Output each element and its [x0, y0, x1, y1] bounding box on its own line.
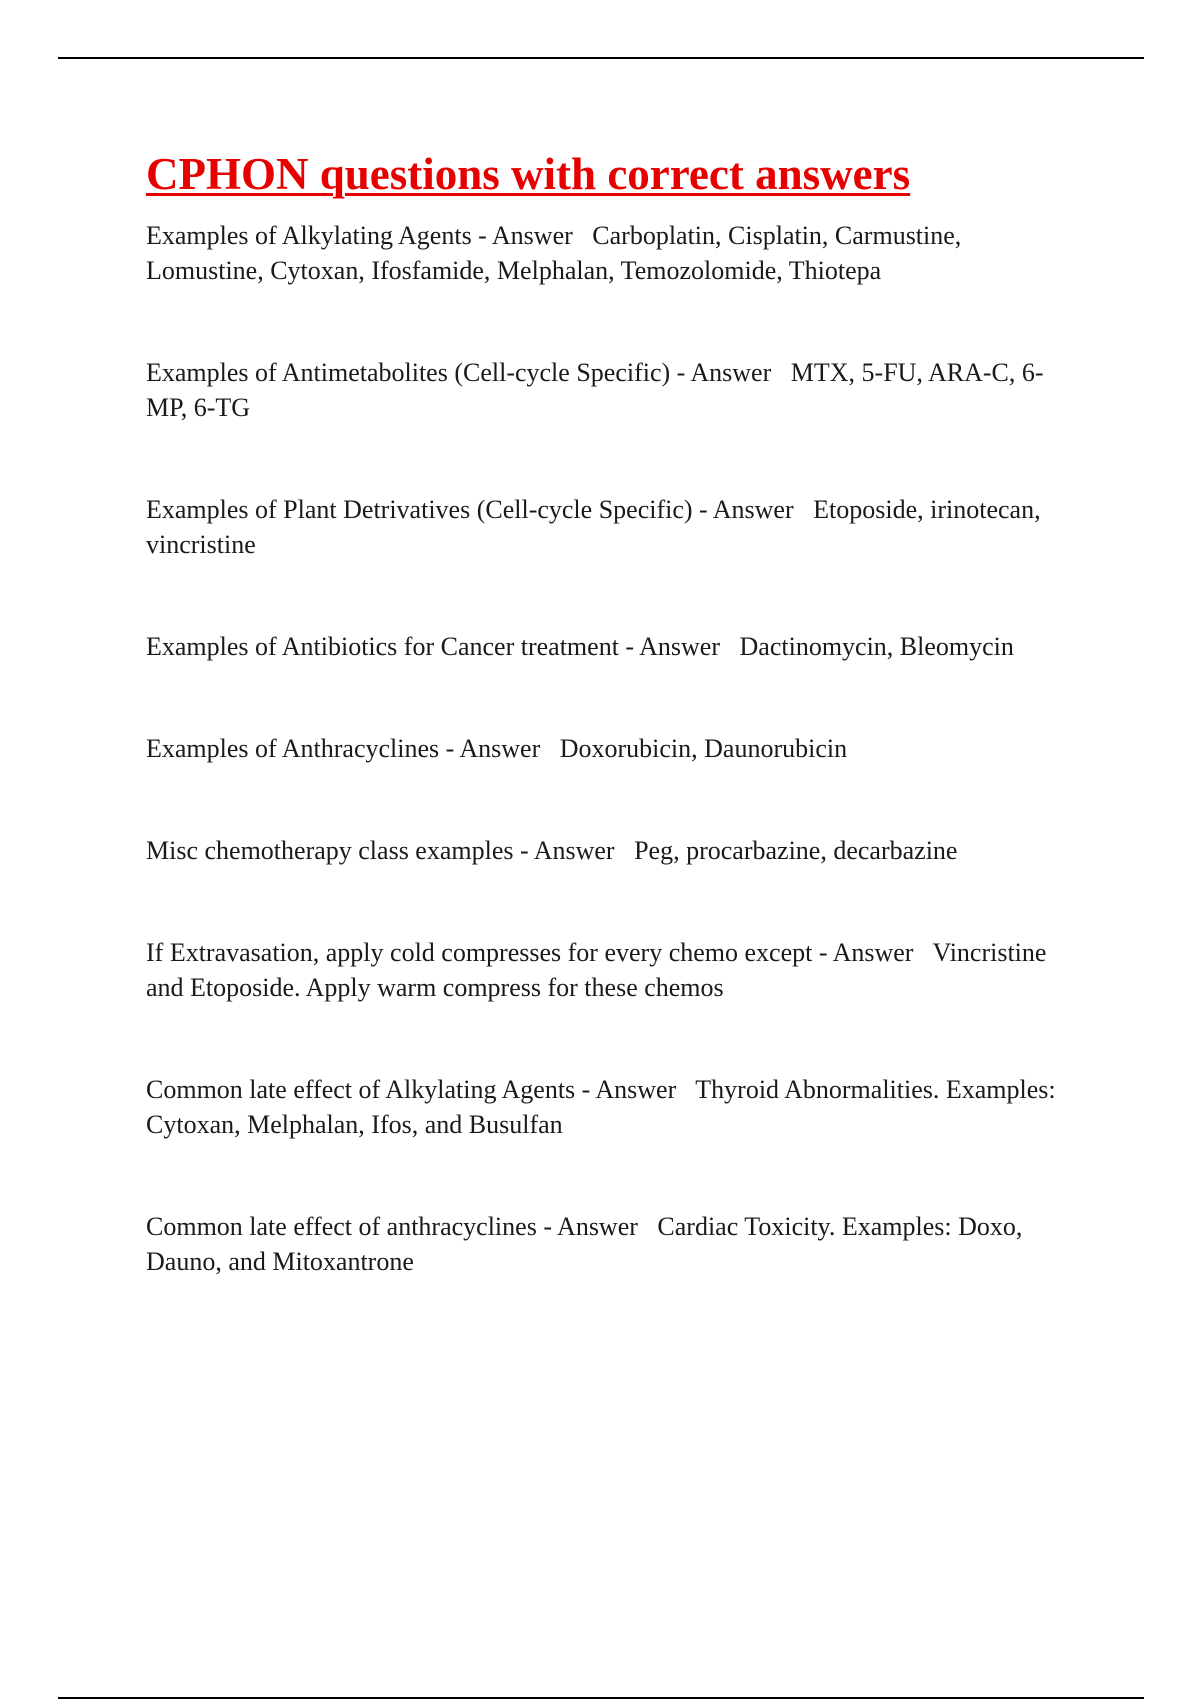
question-text: Common late effect of Alkylating Agents - Answer: [146, 1075, 677, 1104]
document-body: [146, 142, 1076, 1346]
question-text: Misc chemotherapy class examples - Answer: [146, 836, 615, 865]
bottom-rule: [58, 1697, 1144, 1699]
question-text: Examples of Alkylating Agents - Answer: [146, 221, 573, 250]
qa-item-7: [146, 935, 1076, 1005]
question-text: Examples of Antimetabolites (Cell-cycle Specific) - Answer: [146, 358, 772, 387]
question-text: Examples of Plant Detrivatives (Cell-cycle Specific) - Answer: [146, 495, 794, 524]
qa-item-4: [146, 629, 1076, 664]
answer-text: MTX, 5-FU, ARA-C, 6-MP, 6-TG: [146, 358, 1044, 422]
qa-item-9: [146, 1209, 1076, 1279]
answer-text: Dactinomycin, Bleomycin: [739, 632, 1014, 661]
answer-text: Doxorubicin, Daunorubicin: [559, 734, 848, 763]
answer-text: Peg, procarbazine, decarbazine: [634, 836, 958, 865]
answer-text: Vincristine and Etoposide. Apply warm compress for these chemos: [146, 938, 1053, 1002]
question-text: Examples of Anthracyclines - Answer: [146, 734, 541, 763]
document-title: CPHON questions with correct answers: [146, 149, 911, 199]
qa-item-3: [146, 492, 1076, 562]
qa-item-1: [146, 218, 1076, 288]
answer-text: Cardiac Toxicity. Examples: Doxo, Dauno, and Mitoxantrone: [146, 1212, 1029, 1276]
question-text: Common late effect of anthracyclines - Answer: [146, 1212, 638, 1241]
qa-item-6: [146, 833, 1076, 868]
question-text: If Extravasation, apply cold compresses for every chemo except - Answer: [146, 938, 914, 967]
qa-item-8: [146, 1072, 1076, 1142]
question-text: Examples of Antibiotics for Cancer treatment - Answer: [146, 632, 721, 661]
qa-item-2: [146, 355, 1076, 425]
qa-item-5: [146, 731, 1076, 766]
answer-text: Thyroid Abnormalities. Examples: Cytoxan, Melphalan, Ifos, and Busulfan: [146, 1075, 1063, 1139]
top-rule: [58, 57, 1144, 59]
answer-text: Etoposide, irinotecan, vincristine: [146, 495, 1048, 559]
answer-text: Carboplatin, Cisplatin, Carmustine, Lomustine, Cytoxan, Ifosfamide, Melphalan, Temozolomide, Thiotepa: [146, 221, 968, 285]
